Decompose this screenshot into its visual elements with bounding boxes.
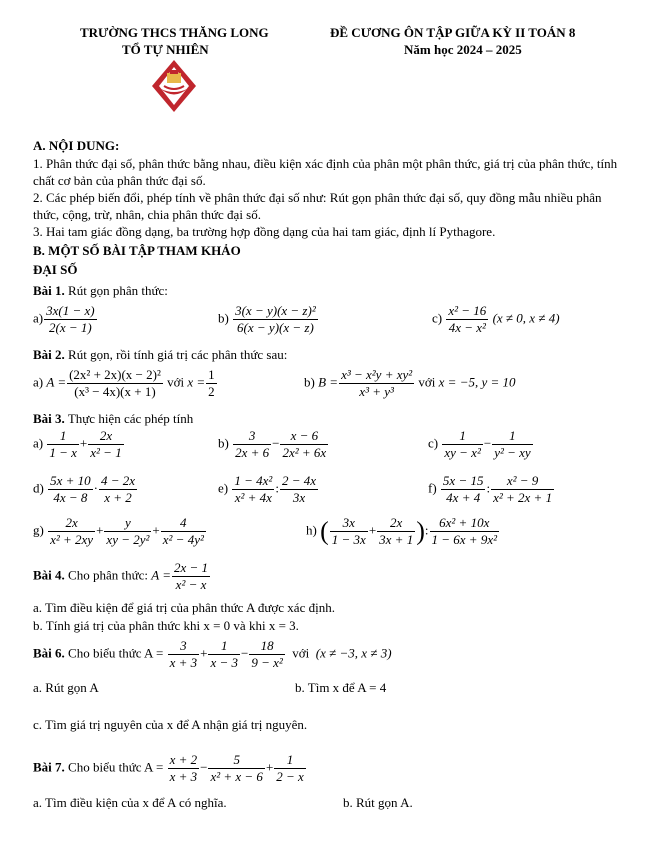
section-a-heading: A. NỘI DUNG: [33, 138, 120, 153]
exercise-7-question-b: b. Rút gọn A. [343, 795, 413, 810]
section-b-heading: B. MỘT SỐ BÀI TẬP THAM KHẢO [33, 243, 241, 258]
exercise-6-question-b: b. Tìm x để A = 4 [295, 680, 387, 695]
document-title: ĐỀ CƯƠNG ÔN TẬP GIỮA KỲ II TOÁN 8 [330, 25, 576, 40]
exercise-6-title: Bài 6. Cho biểu thức A = $\frac{3}{x + 3}$ + $\frac{1}{x - 3}$ − $\frac{18}{\text{9 − x²}}$ với (x ≠ −3, x ≠ 3) [33, 638, 392, 670]
exercise-label: Bài 1. [33, 283, 65, 298]
exercise-4-question-b: b. Tính giá trị của phân thức khi x = 0 và khi x = 3. [33, 618, 299, 633]
exercise-3a: a) $\frac{1}{1 - x}$ + $\frac{2x}{\text{x² − 1}}$ [33, 428, 122, 460]
exercise-text: Thực hiện các phép tính [67, 411, 194, 426]
exercise-text: Rút gọn, rồi tính giá trị các phân thức sau: [68, 347, 288, 362]
exercise-3h: h) ( $\frac{3x}{1 - 3x}$ + $\frac{2x}{3x + 1}$ ): $\frac{\text{6x² + 10x}}{\text{1 − 6x + 9x²}}$ [306, 515, 497, 547]
exercise-2-title [33, 347, 287, 363]
exercise-3g: g) $\frac{2x}{\text{x² + 2xy}}$ + $\frac{y}{\text{xy − 2y²}}$ + $\frac{4}{\text{x² − 4y²}}$ [33, 515, 204, 547]
exercise-3d: d) $\frac{5x + 10}{4x - 8}$ · $\frac{4 - 2x}{x + 2}$ [33, 473, 136, 505]
exercise-3-title [33, 411, 193, 427]
exercise-4-question-a: a. Tìm điều kiện để giá trị của phân thức A được xác định. [33, 600, 335, 615]
exercise-text: Rút gọn phân thức: [68, 283, 168, 298]
exercise-3f: f) $\frac{5x - 15}{4x + 4}$ : $\frac{\text{x² − 9}}{\text{x² + 2x + 1}}$ [428, 473, 553, 505]
exercise-7-question-a: a. Tìm điều kiện của x để A có nghĩa. [33, 795, 227, 810]
content-paragraph-2: 2. Các phép biến đổi, phép tính về phân thức đại số như: Rút gọn phân thức đại số, quy đồng mẫu nhiều phân thức, cộng, trừ, nhân, chia phân thức đại số. [33, 190, 602, 222]
exercise-6-question-c: c. Tìm giá trị nguyên của x để A nhận giá trị nguyên. [33, 717, 308, 732]
exercise-label: Bài 3. [33, 411, 65, 426]
exercise-3b: b) $\frac{3}{2x + 6}$ − $\frac{x - 6}{\text{2x² + 6x}}$ [218, 428, 327, 460]
exercise-1a: a) $\frac{3x(1 - x)}{2(x - 1)}$ [33, 303, 95, 335]
exercise-1b: b) $\frac{\text{3(x − y)(x − z)²}}{6(x - y)(x - z)}$ [218, 303, 316, 335]
exercise-3c: c) $\frac{1}{\text{xy − x²}}$ − $\frac{1}{\text{y² − xy}}$ [428, 428, 531, 460]
exercise-2a: a) A = $\frac{\text{(2x² + 2x)(x − 2)²}}{\text{(x³ − 4x)(x + 1)}}$ với x = $\frac{1}{2}$ [33, 367, 215, 399]
exercise-1-title [33, 283, 168, 299]
exercise-label: Bài 2. [33, 347, 65, 362]
school-year: Năm học 2024 – 2025 [404, 42, 522, 57]
exercise-3e: e) $\frac{\text{1 − 4x²}}{\text{x² + 4x}}$ : $\frac{2 - 4x}{3x}$ [218, 473, 316, 505]
exercise-1c: c) $\frac{\text{x² − 16}}{\text{4x − x²}}$ (x ≠ 0, x ≠ 4) [432, 303, 560, 335]
algebra-heading: ĐẠI SỐ [33, 262, 78, 277]
content-paragraph-1: 1. Phân thức đại số, phân thức bằng nhau, điều kiện xác định của phân một phân thức, giá trị của phân thức, tính chất cơ bản của phân thức đại số. [33, 156, 618, 188]
exercise-6-question-a: a. Rút gọn A [33, 680, 99, 695]
exercise-2b: b) B = $\frac{\text{x³ − x²y + xy²}}{\text{x³ + y³}}$ với x = −5, y = 10 [304, 367, 516, 399]
exercise-4-title: Bài 4. Cho phân thức: A = $\frac{2x - 1}{\text{x² − x}}$ [33, 560, 209, 592]
exercise-7-title: Bài 7. Cho biểu thức A = $\frac{x + 2}{x + 3}$ − $\frac{5}{\text{x² + x − 6}}$ + $\frac{1}{2 - x}$ [33, 752, 304, 784]
content-paragraph-3: 3. Hai tam giác đồng dạng, ba trường hợp đồng dạng của hai tam giác, định lí Pythagore. [33, 224, 496, 239]
school-name: TRƯỜNG THCS THĂNG LONG [80, 25, 269, 40]
department-name: TỔ TỰ NHIÊN [122, 42, 209, 57]
school-logo [150, 58, 198, 114]
